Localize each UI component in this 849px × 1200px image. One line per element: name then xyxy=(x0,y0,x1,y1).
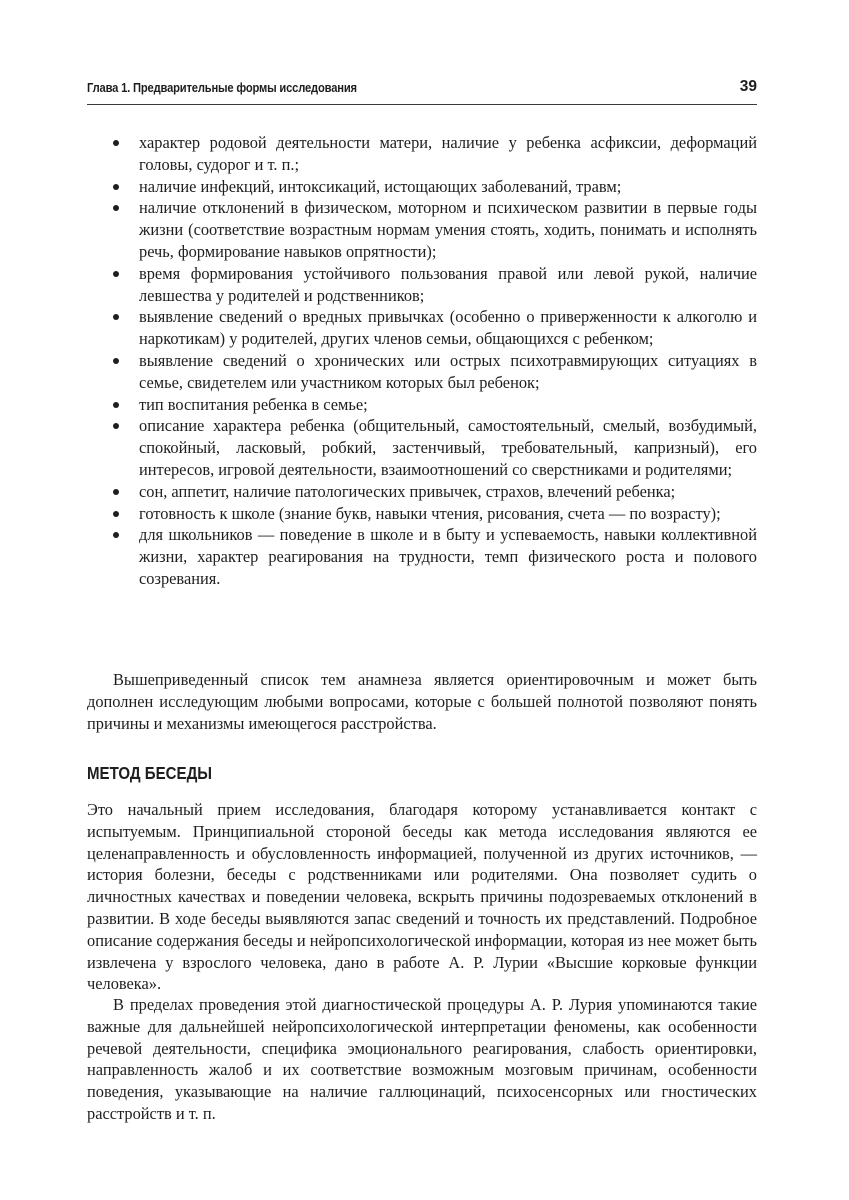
bullet-icon xyxy=(113,511,119,517)
bullet-icon xyxy=(113,314,119,320)
list-item-text: описание характера ребенка (общительный, самостоятельный, смелый, возбудимый, спокойный, ласковый, робкий, застенчивый, требовательный, капризный), его интересов, игровой деятельности, взаимоотношений со сверстниками и родителями; xyxy=(139,416,757,479)
list-item xyxy=(87,481,757,503)
list-item-text: выявление сведений о вредных привычках (особенно о приверженности к алкоголю и наркотикам) у родителей, других членов семьи, общающихся с ребенком; xyxy=(139,307,757,349)
bullet-icon xyxy=(113,271,119,277)
bullet-icon xyxy=(113,358,119,364)
bullet-icon xyxy=(113,489,119,495)
section-heading: МЕТОД БЕСЕДЫ xyxy=(87,763,213,783)
list-item-text: характер родовой деятельности матери, наличие у ребенка асфиксии, деформаций головы, судорог и т. п.; xyxy=(139,133,757,174)
anamnesis-topics-list xyxy=(87,132,757,590)
list-item-text: тип воспитания ребенка в семье; xyxy=(139,394,368,414)
list-item-text: сон, аппетит, наличие патологических привычек, страхов, влечений ребенка; xyxy=(139,481,676,501)
summary-paragraph: Вышеприведенный список тем анамнеза является ориентировочным и может быть дополнен исследующим любыми вопросами, которые с большей полнотой позволяют понять причины и механизмы имеющегося расстройства. xyxy=(87,670,757,733)
header-rule xyxy=(87,104,757,105)
list-item-text: готовность к школе (знание букв, навыки чтения, рисования, счета — по возрасту); xyxy=(139,503,721,523)
method-paragraph: Это начальный прием исследования, благодаря которому устанавливается контакт с испытуемым. Принципиальной стороной беседы как метода исследования являются ее целенаправленность и обусловленность информацией, полученной из других источников, — история болезни, беседы с родственниками или родителями. Она позволяет судить о личностных качествах и поведении человека, вскрыть причины подозреваемых отклонений в развитии. В ходе беседы выявляются запас сведений и точность их представлений. Подробное описание содержания беседы и нейропсихологической информации, которая из нее может быть извлечена у взрослого человека, дано в работе А. Р. Лурии «Высшие корковые функции человека». xyxy=(87,800,757,994)
bullet-icon xyxy=(113,140,119,146)
list-item-text: время формирования устойчивого пользования правой или левой рукой, наличие левшества у родителей и родственников; xyxy=(139,263,757,305)
list-item xyxy=(87,394,757,416)
bullet-icon xyxy=(113,423,119,429)
bullet-icon xyxy=(113,532,119,538)
list-item xyxy=(87,263,757,307)
bullet-icon xyxy=(113,184,119,190)
running-title: Глава 1. Предварительные формы исследования xyxy=(87,80,357,95)
page xyxy=(87,0,757,1200)
list-item-text: наличие отклонений в физическом, моторном и психическом развитии в первые годы жизни (соответствие возрастным нормам умения стоять, ходить, понимать и исполнять речь, формирование навыков опрятности); xyxy=(139,198,757,261)
luria-paragraph: В пределах проведения этой диагностической процедуры А. Р. Лурия упоминаются такие важные для дальнейшей нейропсихологической интерпретации феномены, как особенности речевой деятельности, специфика эмоционального реагирования, слабость ориентировки, направленность жалоб и их соответствие возможным мозговым причинам, особенности поведения, указывающие на наличие галлюцинаций, психосенсорных или гностических расстройств и т. п. xyxy=(87,995,757,1123)
list-item xyxy=(87,176,757,198)
list-item xyxy=(87,132,757,176)
list-item-text: наличие инфекций, интоксикаций, истощающих заболеваний, травм; xyxy=(139,176,622,196)
list-item xyxy=(87,197,757,262)
bullet-icon xyxy=(113,402,119,408)
list-item xyxy=(87,350,757,394)
bullet-icon xyxy=(113,205,119,211)
list-item xyxy=(87,415,757,480)
list-item-text: для школьников — поведение в школе и в быту и успеваемость, навыки коллективной жизни, характер реагирования на трудности, темп физического роста и полового созревания. xyxy=(139,525,757,588)
list-item xyxy=(87,306,757,350)
running-header xyxy=(87,78,757,100)
list-item xyxy=(87,524,757,589)
list-item-text: выявление сведений о хронических или острых психотравмирующих ситуациях в семье, свидетелем или участником которых был ребенок; xyxy=(139,350,757,392)
list-item xyxy=(87,503,757,525)
page-number: 39 xyxy=(739,78,757,95)
